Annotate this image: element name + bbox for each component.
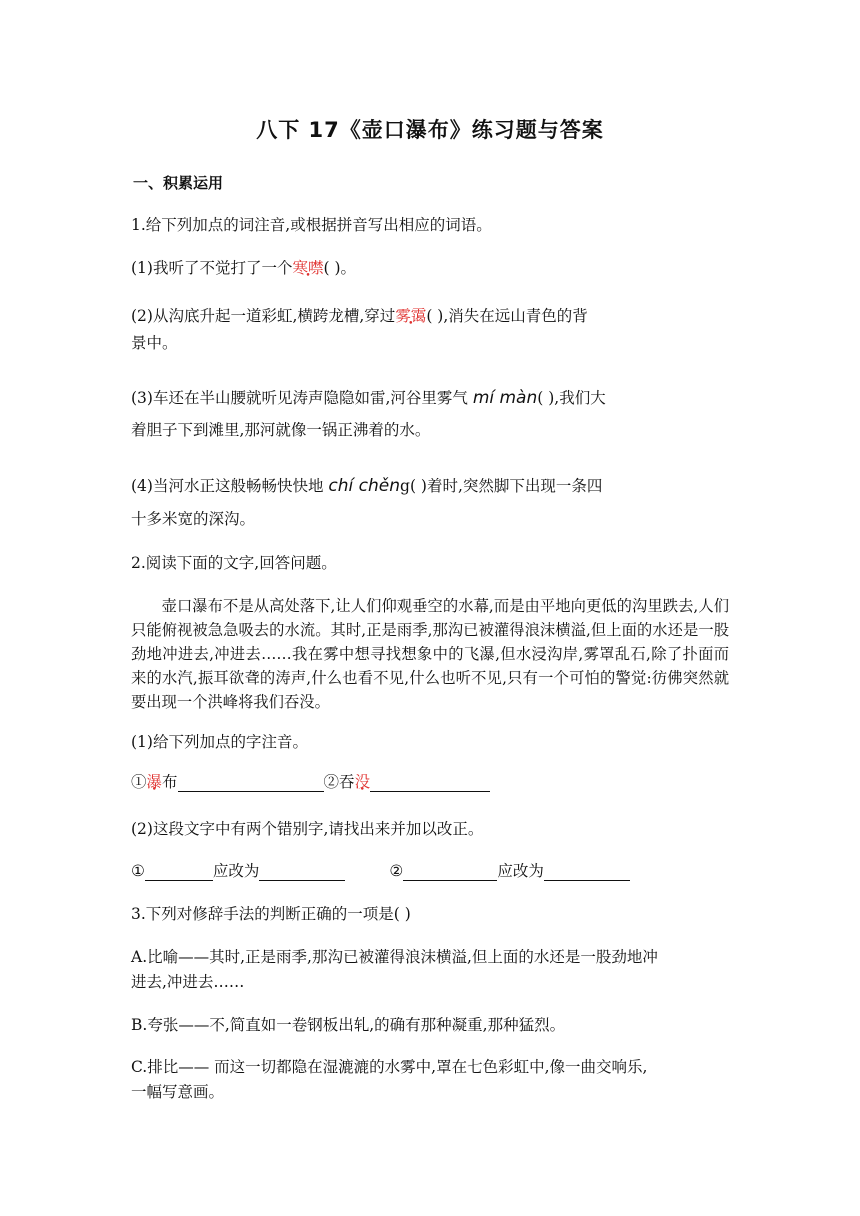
answer-blank[interactable]: [259, 864, 345, 881]
q1-item-3-cont: 着胆子下到滩里,那河就像一锅正沸着的水。: [131, 421, 431, 439]
answer-blank[interactable]: [370, 775, 490, 792]
q1-item-1: (1)我听了不觉打了一个寒噤( )。: [131, 259, 357, 277]
q1-stem: 1.给下列加点的词注音,或根据拼音写出相应的词语。: [131, 216, 492, 234]
q3-option-b: B.夸张——不,简直如一卷钢板出轧,的确有那种凝重,那种猛烈。: [131, 1016, 566, 1034]
page-title: 八下 17《壶口瀑布》练习题与答案: [256, 118, 604, 142]
q1-item-3: (3)车还在半山腰就听见涛声隐隐如雷,河谷里雾气 mí màn( ),我们大: [131, 388, 606, 408]
answer-blank[interactable]: [145, 864, 213, 881]
section-heading: 一、积累运用: [133, 174, 224, 192]
q2-sub-2-answers: ① 应改为 ② 应改为: [131, 861, 630, 881]
q1-item-2: (2)从沟底升起一道彩虹,横跨龙槽,穿过雾霭( ),消失在远山青色的背: [131, 307, 588, 325]
dotted-char: 没: [354, 773, 371, 791]
q1-item-2-cont: 景中。: [131, 334, 178, 352]
q3-stem: 3.下列对修辞手法的判断正确的一项是( ): [131, 905, 411, 923]
q3-option-c: C.排比—— 而这一切都隐在湿漉漉的水雾中,罩在七色彩虹中,像一曲交响乐,: [131, 1058, 648, 1076]
q3-option-a: A.比喻——其时,正是雨季,那沟已被灌得浪沫横溢,但上面的水还是一股劲地冲: [131, 948, 658, 966]
q1-item-4-cont: 十多米宽的深沟。: [131, 510, 256, 528]
q3-option-a-cont: 进去,冲进去……: [131, 973, 245, 991]
pinyin: mí màn: [472, 388, 538, 408]
dotted-word: 寒噤: [292, 259, 324, 277]
dotted-char: 瀑: [146, 773, 163, 791]
answer-blank[interactable]: [178, 775, 324, 792]
pinyin: chí chěn: [328, 476, 400, 496]
q2-sub-1-answers: ①瀑布 ②吞没: [131, 772, 490, 792]
q2-sub-2: (2)这段文字中有两个错别字,请找出来并加以改正。: [131, 820, 484, 838]
dotted-word: 雾霭: [395, 307, 427, 325]
q2-sub-1: (1)给下列加点的字注音。: [131, 733, 308, 751]
answer-blank[interactable]: [544, 864, 630, 881]
reading-passage: 壶口瀑布不是从高处落下,让人们仰观垂空的水幕,而是由平地向更低的沟里跌去,人们只能俯视被急急吸去的水流。其时,正是雨季,那沟已被灌得浪沫横溢,但上面的水还是一股劲地冲进去,冲进去……我在雾中想寻找想象中的飞瀑,但水浸沟岸,雾罩乱石,除了扑面而来的水汽,振耳欲聋的涛声,什么也看不见,什么也听不见,只有一个可怕的警觉:彷佛突然就要出现一个洪峰将我们吞没。: [131, 597, 729, 711]
q3-option-c-cont: 一幅写意画。: [131, 1083, 225, 1101]
answer-blank[interactable]: [403, 864, 497, 881]
q2-stem: 2.阅读下面的文字,回答问题。: [131, 554, 337, 572]
q1-item-4: (4)当河水正这般畅畅快快地 chí chěng( )着时,突然脚下出现一条四: [131, 476, 603, 496]
